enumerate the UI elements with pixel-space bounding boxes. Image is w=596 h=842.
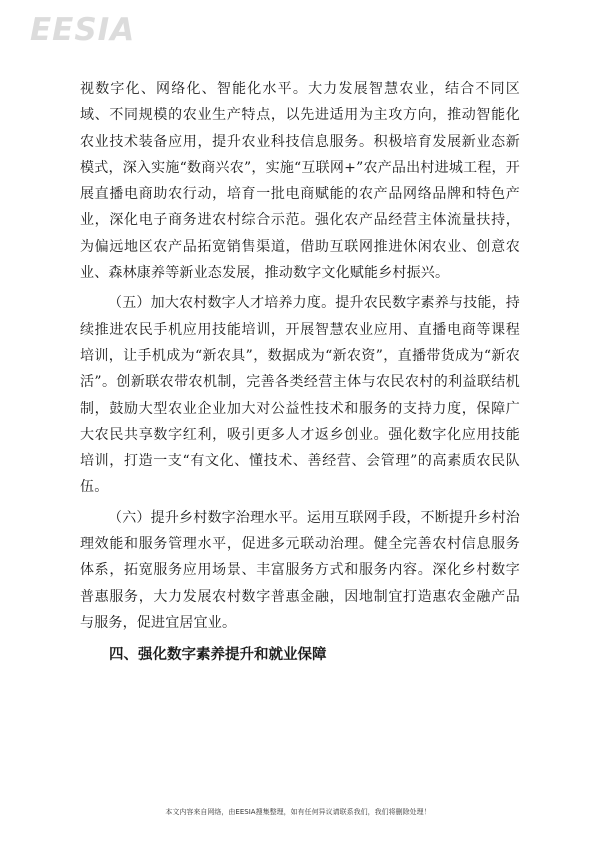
paragraph-section-5: （五）加大农村数字人才培养力度。提升农民数字素养与技能，持续推进农民手机应用技能培训，开展智慧农业应用、直播电商等课程培训，让手机成为“新农具”，数据成为“新农资”，直播带货成为“新农活”。创新联农带农机制，完善各类经营主体与农民农村的利益联结机制，鼓励大型农业企业加大对公益性技术和服务的支持力度，保障广大农民共享数字红利，吸引更多人才返乡创业。强化数字化应用技能培训，打造一支“有文化、懂技术、善经营、会管理”的高素质农民队伍。 (80, 295, 520, 496)
paragraph-section-6: （六）提升乡村数字治理水平。运用互联网手段，不断提升乡村治理效能和服务管理水平，促进多元联动治理。健全完善农村信息服务体系，拓宽服务应用场景、丰富服务方式和服务内容。深化乡村数字普惠服务，大力发展农村数字普惠金融，因地制宜打造惠农金融产品与服务，促进宜居宜业。 (80, 509, 520, 631)
paragraph-continued: 视数字化、网络化、智能化水平。大力发展智慧农业，结合不同区域、不同规模的农业生产特点，以先进适用为主攻方向，推动智能化农业技术装备应用，提升农业科技信息服务。积极培育发展新业态新模式，深入实施“数商兴农”，实施“互联网+”农产品出村进城工程，开展直播电商助农行动，培育一批电商赋能的农产品网络品牌和特色产业，深化电子商务进农村综合示范。强化农产品经营主体流量扶持，为偏远地区农产品拓宽销售渠道，借助互联网推进休闲农业、创意农业、森林康养等新业态发展，推动数字文化赋能乡村振兴。 (80, 81, 520, 282)
document-body (80, 76, 520, 668)
footer-notice: 本文内容来自网络，由EESIA搜集整理，如有任何异议请联系我们，我们将删除处理！ (165, 808, 431, 816)
section-heading-4: 四、强化数字素养提升和就业保障 (109, 647, 327, 664)
eesia-logo: EESIA (30, 12, 136, 48)
